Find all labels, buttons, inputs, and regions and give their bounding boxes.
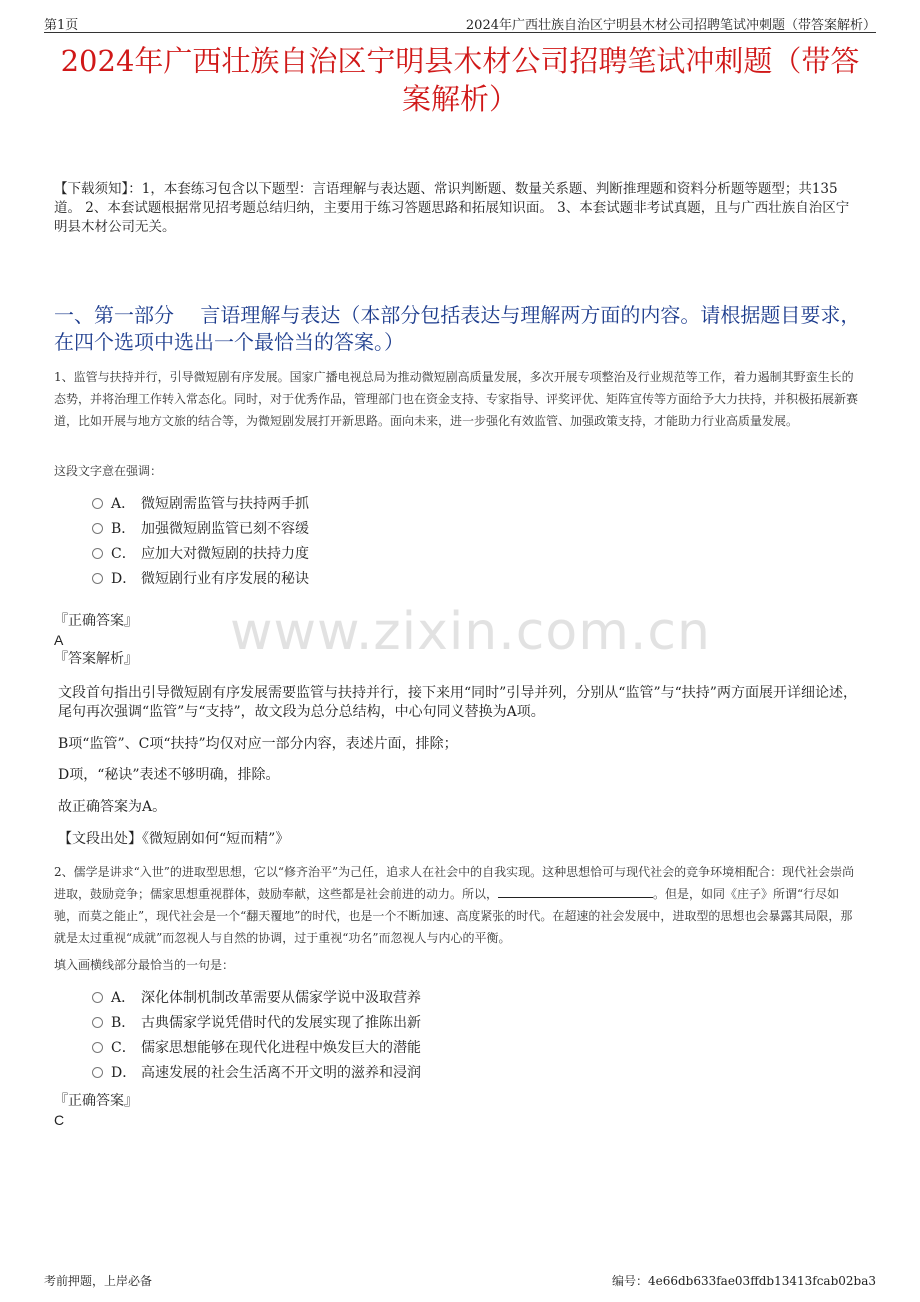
q1-answer: A <box>54 632 64 648</box>
radio-icon[interactable] <box>92 523 103 534</box>
page-footer <box>44 1272 876 1290</box>
option-text: 微短剧行业有序发展的秘诀 <box>141 571 309 587</box>
q1-analysis-label: 『答案解析』 <box>54 651 138 667</box>
q2-option-b[interactable] <box>92 1011 421 1036</box>
radio-icon[interactable] <box>92 1067 103 1078</box>
option-letter: C． <box>111 546 136 562</box>
q2-answer-label: 『正确答案』 <box>54 1093 138 1109</box>
download-notice: 【下载须知】：1，本套练习包含以下题型：言语理解与表达题、常识判断题、数量关系题、判断推理题和资料分析题等题型；共135道。 2、本套试题根据常见招考题总结归纳，主要用于练习答题思路和拓展知识面。 3、本套试题非考试真题，且与广西壮族自治区宁明县木材公司无关。 <box>54 181 850 235</box>
footer-doc-id: 编号：4e66db633fae03ffdb13413fcab02ba3 <box>611 1274 876 1288</box>
option-text: 高速发展的社会生活离不开文明的滋养和浸润 <box>141 1065 421 1081</box>
q1-stem: 1、监管与扶持并行，引导微短剧有序发展。国家广播电视总局为推动微短剧高质量发展，多次开展专项整治及行业规范等工作，着力遏制其野蛮生长的态势，并将治理工作转入常态化。同时，对于优秀作品，管理部门也在资金支持、专家指导、评奖评优、矩阵宣传等方面给予大力扶持，并积极拓展新赛道，比如开展与地方文旅的结合等，为微短剧发展打开新思路。面向未来，进一步强化有效监管、加强政策支持，才能助力行业高质量发展。 <box>54 370 859 428</box>
option-text: 加强微短剧监管已刻不容缓 <box>141 521 309 537</box>
q1-analysis-para-2: B项“监管”、C项“扶持”均仅对应一部分内容，表述片面，排除； <box>58 736 458 752</box>
option-letter: A． <box>111 496 136 512</box>
q2-stem-after: 。但是，如同《庄子》所谓“行尽如驰，而莫之能止”，现代社会是一个“翻天覆地”的时代，也是一个不断加速、高度紧张的时代。在超速的社会发展中，进取型的思想也会暴露其局限，那就是太过重视“成就”而忽视人与自然的协调，过于重视“功名”而忽视人与内心的平衡。 <box>54 887 853 945</box>
header-doc-title: 2024年广西壮族自治区宁明县木材公司招聘笔试冲刺题（带答案解析） <box>465 18 876 33</box>
q1-answer-label: 『正确答案』 <box>54 613 138 629</box>
q2-prompt: 填入画横线部分最恰当的一句是： <box>54 958 235 972</box>
footer-slogan: 考前押题，上岸必备 <box>44 1274 153 1288</box>
option-letter: A． <box>111 990 136 1006</box>
q1-option-a[interactable] <box>92 492 309 517</box>
radio-icon[interactable] <box>92 1017 103 1028</box>
q1-option-b[interactable] <box>92 517 309 542</box>
option-text: 儒家思想能够在现代化进程中焕发巨大的潜能 <box>141 1040 421 1056</box>
radio-icon[interactable] <box>92 573 103 584</box>
radio-icon[interactable] <box>92 1042 103 1053</box>
q2-answer: C <box>54 1112 65 1128</box>
option-text: 深化体制机制改革需要从儒家学说中汲取营养 <box>141 990 421 1006</box>
section-title: 一、第一部分 言语理解与表达（本部分包括表达与理解两方面的内容。请根据题目要求，在四个选项中选出一个最恰当的答案。） <box>54 303 861 354</box>
option-letter: C． <box>111 1040 136 1056</box>
page-header <box>44 12 876 33</box>
option-text: 应加大对微短剧的扶持力度 <box>141 546 309 562</box>
q1-option-d[interactable] <box>92 567 309 592</box>
option-letter: D． <box>111 571 137 587</box>
q2-stem-before: 2、儒学是讲求“入世”的进取型思想，它以“修齐治平”为己任，追求人在社会中的自我实现。这种思想恰可与现代社会的竞争环境相配合：现代社会崇尚进取，鼓励竞争；儒家思想重视群体，鼓励奉献，这些都是社会前进的动力。所以， <box>54 865 855 901</box>
radio-icon[interactable] <box>92 992 103 1003</box>
q2-option-d[interactable] <box>92 1061 421 1086</box>
document-title <box>44 42 876 118</box>
q1-options <box>92 492 309 592</box>
q1-analysis-para-4: 故正确答案为A。 <box>58 799 167 815</box>
q2-option-c[interactable] <box>92 1036 421 1061</box>
q2-options <box>92 986 421 1086</box>
q1-analysis-para-3: D项，“秘诀”表述不够明确，排除。 <box>58 767 280 783</box>
q1-option-c[interactable] <box>92 542 309 567</box>
title-line-1: 2024年广西壮族自治区宁明县木材公司招聘笔试冲刺题（带答 <box>60 44 860 78</box>
title-line-2: 案解析） <box>401 82 518 116</box>
option-text: 古典儒家学说凭借时代的发展实现了推陈出新 <box>141 1015 421 1031</box>
option-letter: B． <box>111 1015 136 1031</box>
option-letter: B． <box>111 521 136 537</box>
q2-stem <box>54 861 862 949</box>
radio-icon[interactable] <box>92 498 103 509</box>
fill-blank <box>498 885 653 898</box>
option-text: 微短剧需监管与扶持两手抓 <box>141 496 309 512</box>
q2-option-a[interactable] <box>92 986 421 1011</box>
radio-icon[interactable] <box>92 548 103 559</box>
watermark: www.zixin.com.cn <box>230 602 711 662</box>
q1-prompt: 这段文字意在强调： <box>54 464 163 478</box>
option-letter: D． <box>111 1065 137 1081</box>
page-number: 第1页 <box>44 18 79 33</box>
q1-analysis-para-1: 文段首句指出引导微短剧有序发展需要监管与扶持并行，接下来用“同时”引导并列，分别从“监管”与“扶持”两方面展开详细论述，尾句再次强调“监管”与“支持”，故文段为总分总结构，中心句同义替换为A项。 <box>58 685 857 720</box>
q1-source: 【文段出处】《微短剧如何“短而精”》 <box>58 831 290 847</box>
